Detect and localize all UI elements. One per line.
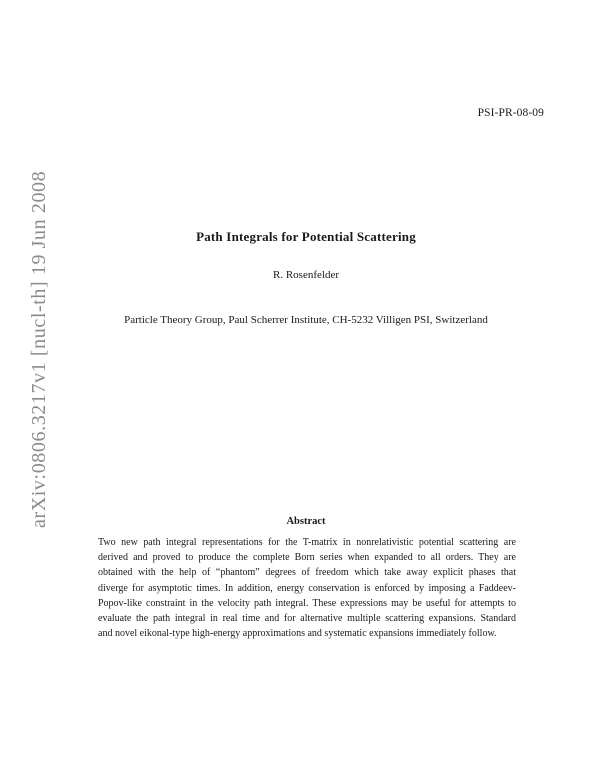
arxiv-identifier-stamp: arXiv:0806.3217v1 [nucl-th] 19 Jun 2008 [28,170,50,528]
abstract-line: Popov-like constraint in the velocity path integral. These expressions may be useful for attempts to [98,597,516,609]
report-number: PSI-PR-08-09 [477,107,544,119]
abstract-line: obtained with the help of “phantom” degrees of freedom which take away explicit phases that [98,567,516,579]
paper-title: Path Integrals for Potential Scattering [196,229,416,244]
abstract-heading: Abstract [286,516,326,527]
author-affiliation: Particle Theory Group, Paul Scherrer Institute, CH-5232 Villigen PSI, Switzerland [124,314,488,326]
abstract-line: and novel eikonal-type high-energy approximations and systematic expansions immediately follow. [98,628,497,640]
paper-author: R. Rosenfelder [273,269,339,281]
abstract-body [98,535,516,641]
abstract-line: evaluate the path integral in real time and for alternative multiple scattering expansions. Standard [98,613,516,625]
abstract-line: Two new path integral representations for the T-matrix in nonrelativistic potential scattering are [98,537,516,548]
abstract-line: diverge for asymptotic times. In addition, energy conservation is enforced by imposing a Faddeev- [98,582,516,594]
abstract-line: derived and proved to produce the complete Born series when expanded to all orders. They are [98,552,516,564]
